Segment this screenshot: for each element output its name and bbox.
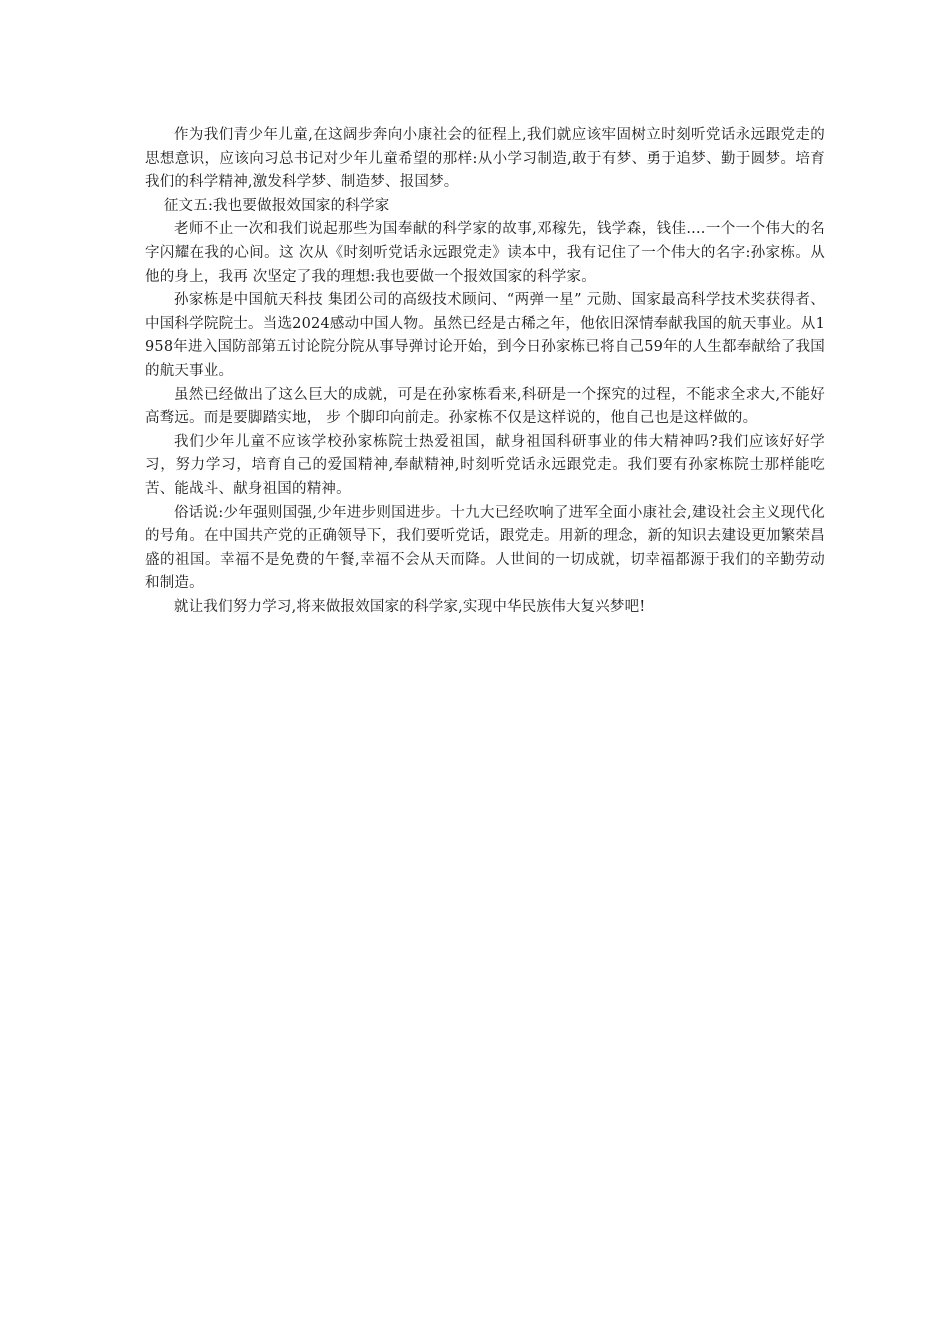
paragraph-conclusion: 就让我们努力学习,将来做报效国家的科学家,实现中华民族伟大复兴梦吧! <box>174 598 646 615</box>
paragraph-intro: 作为我们青少年儿童,在这阔步奔向小康社会的征程上,我们就应该牢固树立时刻听党话永远跟党走的思想意识，应该向习总书记对少年儿童希望的那样:从小学习制造,敢于有梦、勇于追梦、勤于圆梦。培育我们的科学精神,激发科学梦、制造梦、报国梦。 <box>145 127 825 191</box>
paragraph-learn-spirit: 我们少年儿童不应该学校孙家栋院士热爱祖国，献身祖国科研事业的伟大精神吗?我们应该好好学习，努力学习，培育自己的爱国精神,奉献精神,时刻听党话永远跟党走。我们要有孙家栋院士那样能吃苦、能战斗、献身祖国的精神。 <box>145 433 825 497</box>
document-body <box>145 124 825 619</box>
paragraph-research-attitude: 虽然已经做出了这么巨大的成就，可是在孙家栋看来,科研是一个探究的过程，不能求全求大,不能好高骛远。而是要脚踏实地， 步 个脚印向前走。孙家栋不仅是这样说的，他自己也是这样做的。 <box>145 386 825 427</box>
essay-heading: 征文五:我也要做报效国家的科学家 <box>163 197 390 214</box>
paragraph-proverb: 俗话说:少年强则国强,少年进步则国进步。十九大已经吹响了进军全面小康社会,建设社会主义现代化的号角。在中国共产党的正确领导下，我们要听党话，跟党走。用新的理念，新的知识去建设更加繁荣昌盛的祖国。幸福不是免费的午餐,幸福不会从天而降。人世间的一切成就，切幸福都源于我们的辛勤劳动和制造。 <box>145 504 825 592</box>
paragraph-sun-jiadong: 孙家栋是中国航天科技 集团公司的高级技术顾问、“两弹一星” 元勋、国家最高科学技术奖获得者、中国科学院院士。当选2024感动中国人物。虽然已经是古稀之年，他依旧深情奉献我国的航天事业。从1958年进入国防部第五讨论院分院从事导弹讨论开始，到今日孙家栋已将自己59年的人生都奉献给了我国的航天事业。 <box>145 292 825 379</box>
paragraph-teacher-story: 老师不止一次和我们说起那些为国奉献的科学家的故事,邓稼先，钱学森，钱佳....一个一个伟大的名字闪耀在我的心间。这 次从《时刻听党话永远跟党走》读本中，我有记住了一个伟大的名字:孙家栋。从他的身上，我再 次坚定了我的理想:我也要做一个报效国家的科学家。 <box>145 221 825 285</box>
